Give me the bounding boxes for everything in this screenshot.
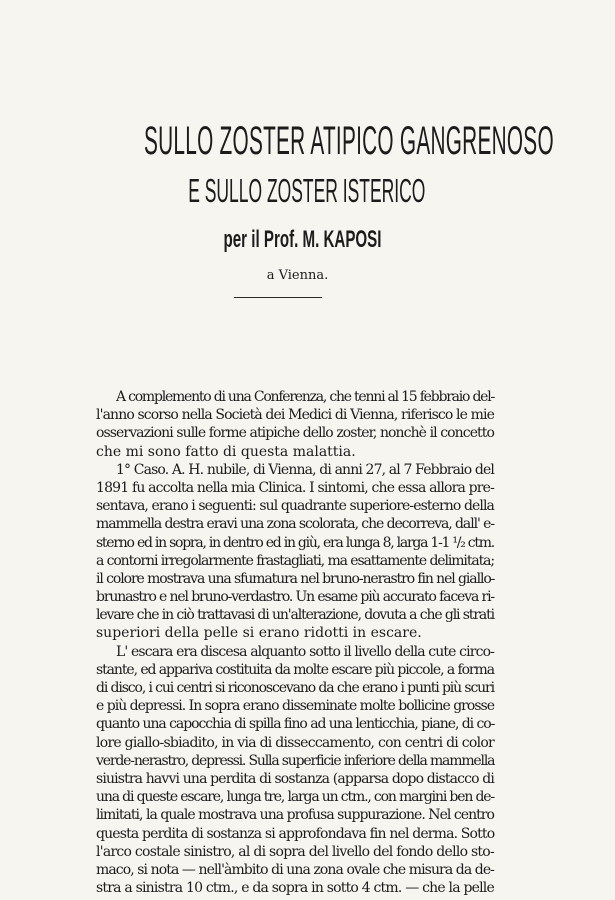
article-subtitle: E SULLO ZOSTER ISTERICO: [188, 172, 426, 209]
text-line: L' escara era discesa alquanto sotto il livello della cute circo-: [116, 643, 494, 660]
text-line: una di queste escare, lunga tre, larga un ctm., con margini ben de-: [96, 789, 494, 806]
author-line: per il Prof. M. KAPOSI: [223, 226, 382, 253]
text-line: A complemento di una Conferenza, che tenni al 15 febbraio del-: [116, 389, 494, 405]
text-line: che mi sono fatto di questa malattia.: [96, 443, 356, 460]
text-line: siuistra havvi una perdita di sostanza (apparsa dopo distacco di: [96, 770, 494, 787]
text-line: brunastro e nel bruno-verdastro. Un esame più accurato faceva ri-: [96, 589, 494, 606]
text-line: e più depressi. In sopra erano disseminate molte bollicine grosse: [96, 698, 494, 715]
text-line: stra a sinistra 10 ctm., e da sopra in sotto 4 ctm. — che la pelle: [96, 880, 494, 897]
text-line: questa perdita di sostanza si approfondava fin nel derma. Sotto: [96, 825, 495, 842]
text-line: a contorni irregolarmente frastagliati, ma esattamente delimitata;: [96, 552, 494, 569]
author-location: a Vienna.: [266, 268, 329, 283]
text-line: levare che in ciò trattavasi di un'alterazione, dovuta a che gli strati: [96, 607, 494, 624]
text-line: l'arco costale sinistro, al di sopra del livello del fondo dello sto-: [96, 843, 494, 860]
text-line: osservazioni sulle forme atipiche dello zoster, nonchè il concetto: [96, 425, 494, 442]
text-line: sterno ed in sopra, in dentro ed in giù, era lunga 8, larga 1-1 ¹/₂ ctm.: [96, 534, 494, 551]
article-title: SULLO ZOSTER ATIPICO GANGRENOSO: [144, 119, 554, 163]
text-line: verde-nerastro, depressi. Sulla superficie inferiore della mammella: [96, 752, 495, 769]
text-line: di disco, i cui centri si riconoscevano da che erano i punti più scuri: [96, 680, 494, 696]
title-divider: [234, 297, 322, 298]
text-line: mammella destra eravi una zona scolorata, che decorreva, dall' e-: [96, 516, 494, 533]
text-line: il colore mostrava una sfumatura nel bruno-nerastro fin nel giallo-: [96, 570, 495, 587]
text-line: limitati, la quale mostrava una profusa suppurazione. Nel centro: [96, 807, 494, 824]
text-line: maco, si nota — nell'àmbito di una zona ovale che misura da de-: [96, 861, 494, 878]
text-line: 1891 fu accolta nella mia Clinica. I sintomi, che essa allora pre-: [96, 479, 494, 496]
text-line: sentava, erano i seguenti: sul quadrante superiore-esterno della: [96, 498, 494, 515]
text-line: quanto una capocchia di spilla fino ad una lenticchia, piane, di co-: [96, 716, 495, 733]
text-line: 1° Caso. A. H. nubile, di Vienna, di anni 27, al 7 Febbraio del: [116, 461, 494, 478]
text-line: lore giallo-sbiadito, in via di disseccamento, con centri di color: [96, 734, 494, 751]
text-line: superiori della pelle si erano ridotti in escare.: [96, 625, 422, 642]
body-text: [96, 388, 494, 897]
text-line: stante, ed appariva costituita da molte escare più piccole, a forma: [96, 661, 494, 678]
text-line: l'anno scorso nella Società dei Medici di Vienna, riferisco le mie: [96, 407, 495, 424]
